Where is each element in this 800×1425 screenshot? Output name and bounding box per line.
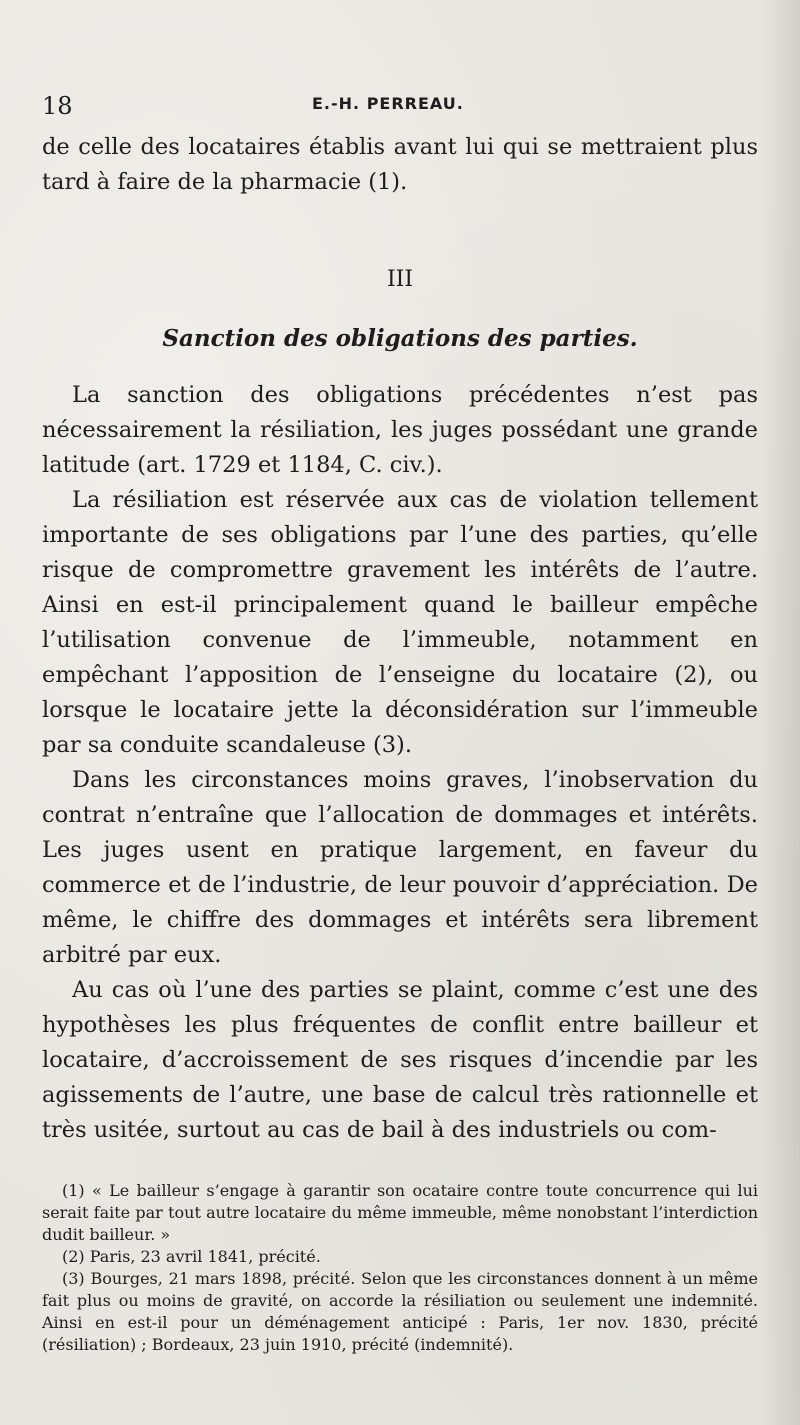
paragraph-incendie: Au cas où l’une des parties se plaint, comme c’est une des hypothèses les plus fréquentes de conflit entre bailleur et locataire, d’accroissement de ses risques d’incendie par les agissements de l’autre, une base de calcul très rationnelle et très usitée, surtout au cas de bail à des industriels ou com- — [42, 977, 758, 1143]
page-edge-shadow — [760, 0, 800, 1425]
running-head: E.-H. PERREAU. — [312, 94, 464, 113]
footnotes — [42, 1180, 758, 1356]
page-number: 18 — [42, 92, 73, 120]
footnote-3: (3) Bourges, 21 mars 1898, précité. Selon que les circonstances donnent à un même fait plus ou moins de gravité, on accorde la résiliation ou seulement une indemnité. Ainsi en est-il pour un déménagement anticipé : Paris, 1er nov. 1830, précité (résiliation) ; Bordeaux, 23 juin 1910, précité (indemnité). — [42, 1269, 758, 1354]
paragraph-sanction: La sanction des obligations précédentes n’est pas nécessairement la résiliation, les juges possédant une grande latitude (art. 1729 et 1184, C. civ.). — [42, 382, 758, 478]
paragraph-resiliation: La résiliation est réservée aux cas de violation tellement importante de ses obligations par l’une des parties, qu’elle risque de compromettre gravement les intérêts de l’autre. Ainsi en est-il principalement quand le bailleur empêche l’utilisation convenue de l’immeuble, notamment en empêchant l’apposition de l’enseigne du locataire (2), ou lorsque le locataire jette la déconsidération sur l’immeuble par sa conduite scandaleuse (3). — [42, 487, 758, 758]
main-text — [42, 130, 758, 1148]
page-header — [42, 92, 758, 122]
section-title: Sanction des obligations des parties. — [162, 325, 638, 352]
paragraph-dommages: Dans les circonstances moins graves, l’inobservation du contrat n’entraîne que l’allocation de dommages et intérêts. Les juges usent en pratique largement, en faveur du commerce et de l’industrie, de leur pouvoir d’appréciation. De même, le chiffre des dommages et intérêts sera librement arbitré par eux. — [42, 767, 758, 968]
footnote-2: (2) Paris, 23 avril 1841, précité. — [62, 1247, 321, 1266]
section-numeral: III — [386, 267, 414, 292]
footnote-1: (1) « Le bailleur s’engage à garantir son ocataire contre toute concurrence qui lui serait faite par tout autre locataire du même immeuble, même nonobstant l’interdiction dudit bailleur. » — [42, 1181, 758, 1244]
paragraph-continued: de celle des locataires établis avant lui qui se mettraient plus tard à faire de la pharmacie (1). — [42, 134, 758, 195]
